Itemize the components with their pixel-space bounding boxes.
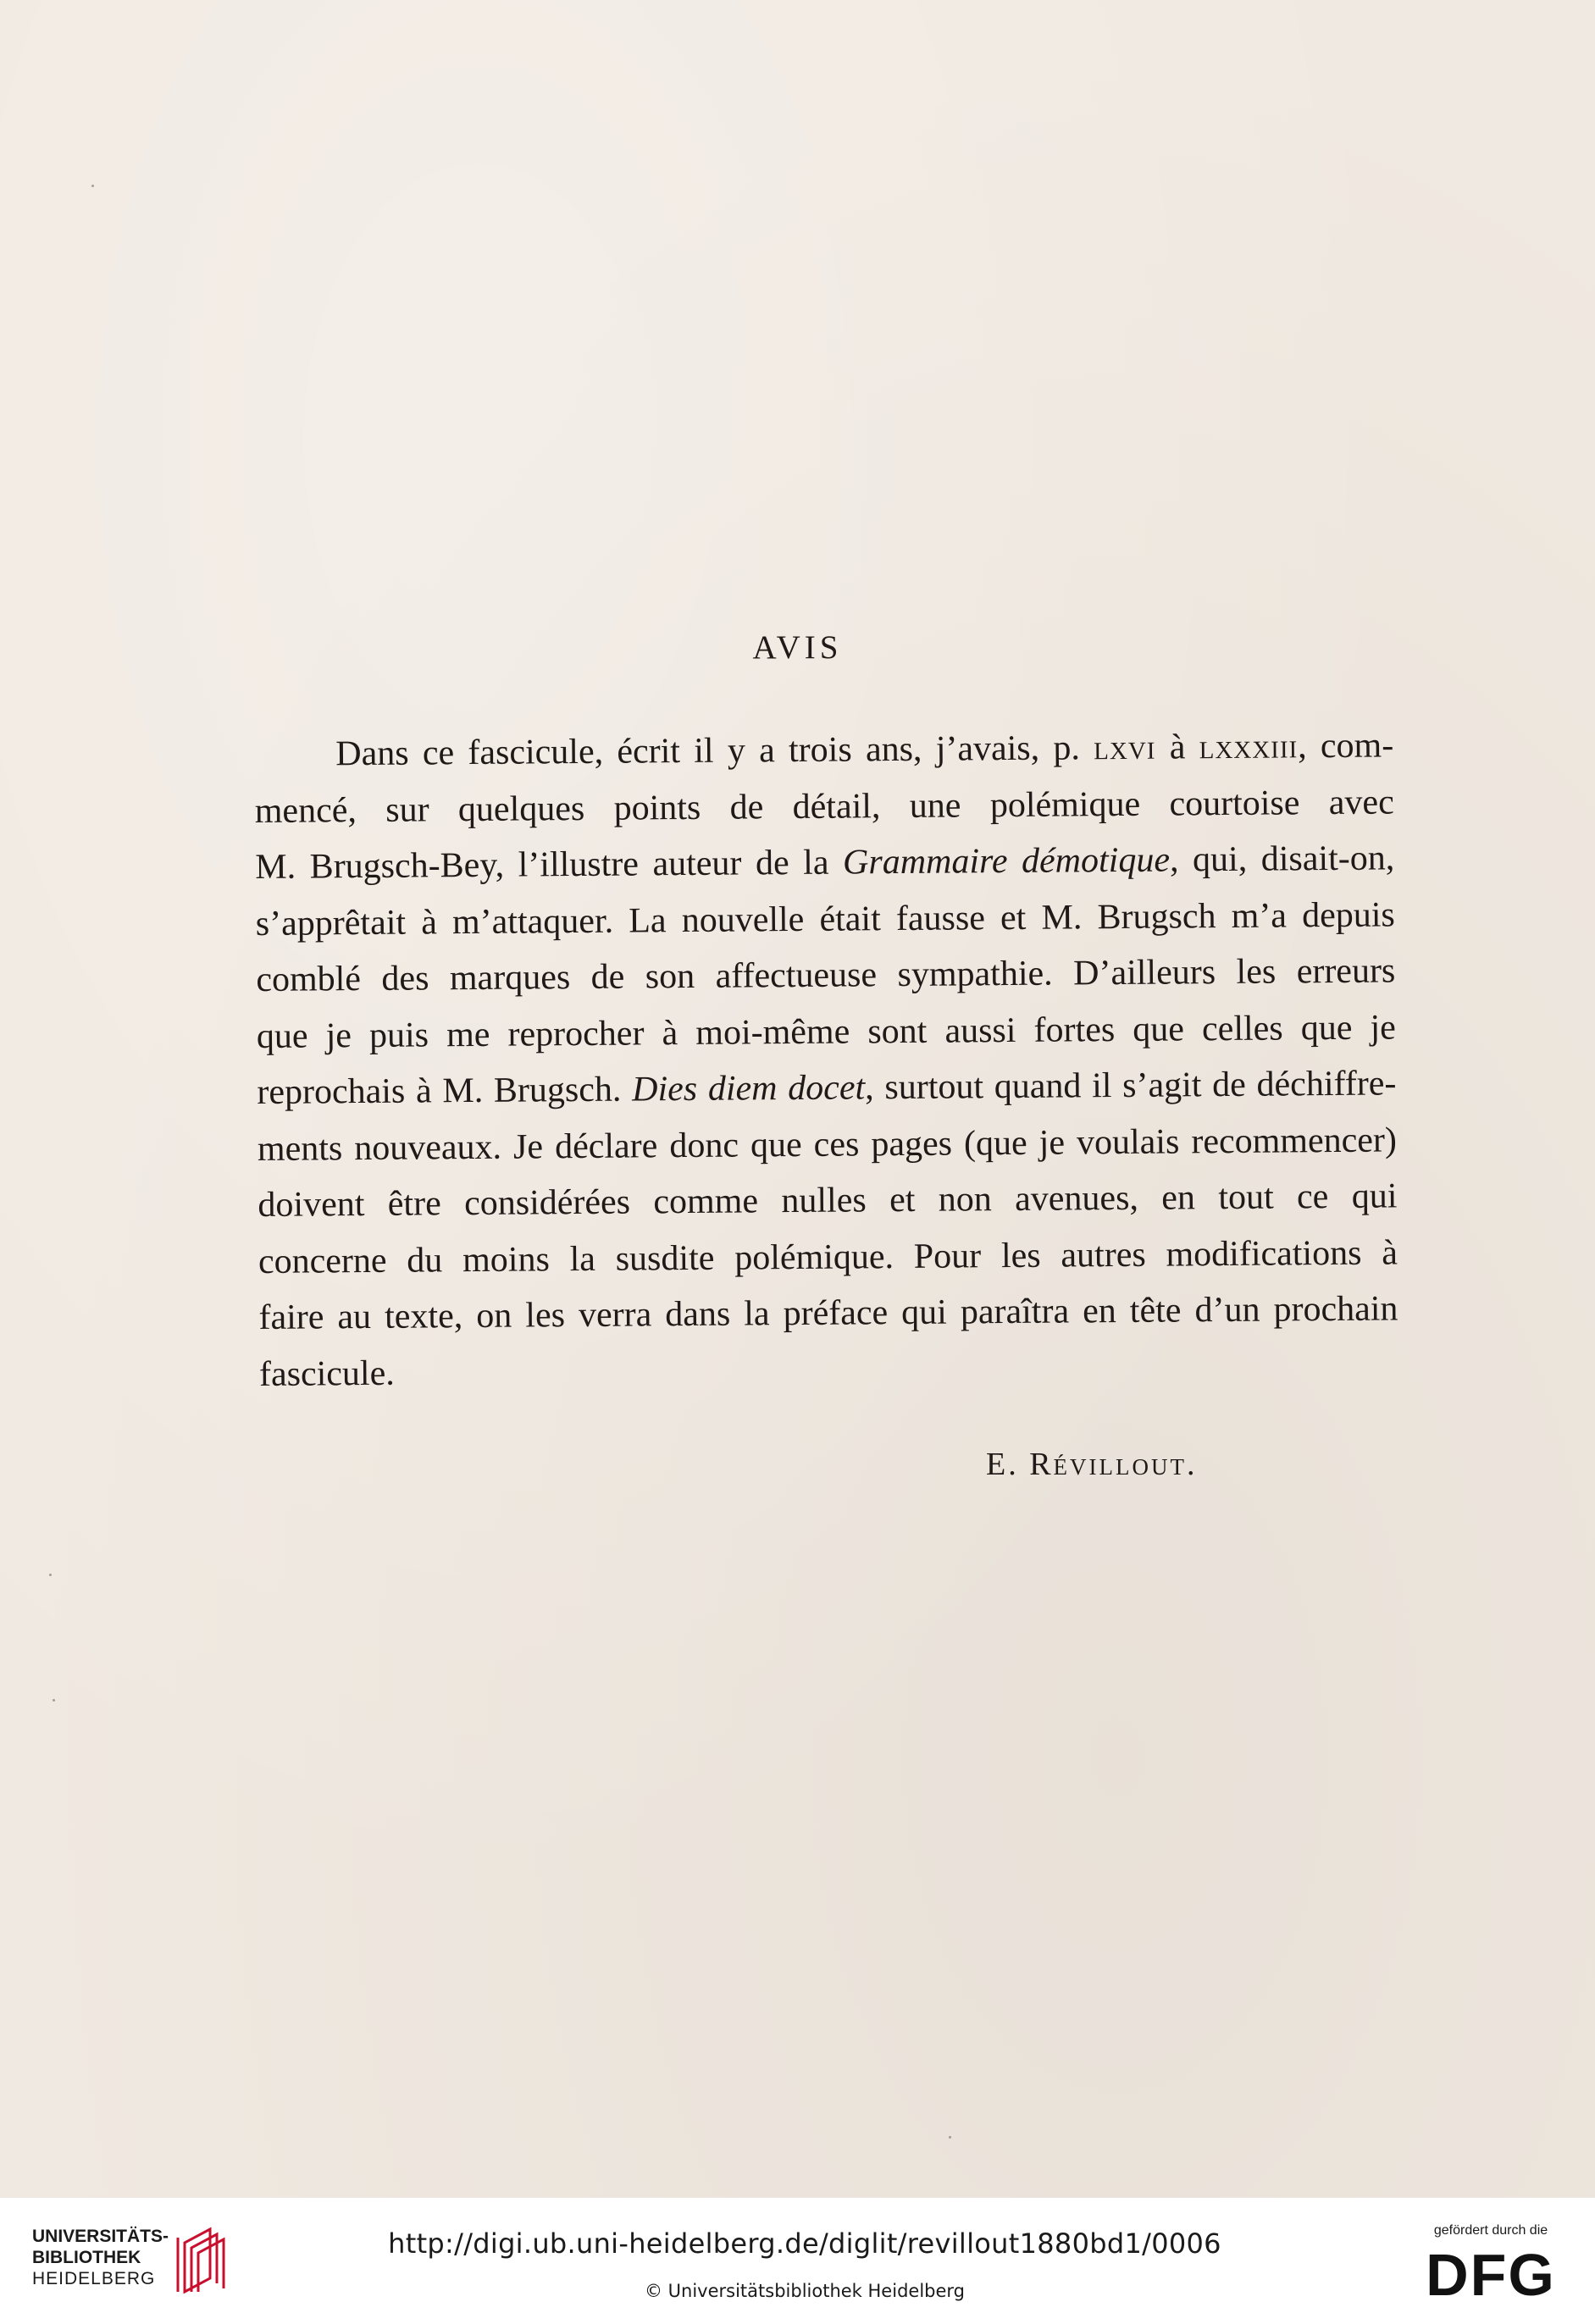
text-run: s’apprêtait à m’attaquer. La nouvelle était fausse et M. Brugsch m’a depuis <box>255 894 1395 943</box>
text-run: fascicule. <box>258 1353 395 1394</box>
avis-paragraph <box>254 717 1398 1403</box>
paper-speck <box>91 185 94 187</box>
text-run: , qui, disait-on, <box>1169 838 1395 880</box>
paragraph-line <box>259 1337 1398 1403</box>
paper-speck <box>49 1574 52 1576</box>
author-signature: E. Révillout. <box>986 1447 1198 1482</box>
text-run: concerne du moins la susdite polémique. Pour les autres modifications à <box>258 1232 1398 1281</box>
funder-logo[interactable] <box>1415 2223 1567 2308</box>
page-numeral: lxvi <box>1094 728 1156 768</box>
library-name-line2: BIBLIOTHEK <box>32 2248 141 2267</box>
paragraph-line <box>257 1055 1396 1120</box>
italic-title: Dies diem docet <box>631 1068 866 1109</box>
library-name-line1: UNIVERSITÄTS- <box>32 2227 169 2246</box>
library-emblem-icon <box>159 2226 235 2294</box>
text-run: , com- <box>1297 726 1394 766</box>
italic-title: Grammaire démotique <box>842 840 1171 883</box>
text-run: doivent être considérées comme nulles et non avenues, en tout ce qui <box>258 1176 1398 1225</box>
permalink-url[interactable]: http://digi.ub.uni-heidelberg.de/diglit/revillout1880bd1/0006 <box>388 2227 1221 2260</box>
paragraph-line <box>258 1225 1398 1290</box>
text-run: M. Brugsch-Bey, l’illustre auteur de la <box>255 843 844 887</box>
text-run: faire au texte, on les verra dans la préface qui paraîtra en tête d’un prochain <box>258 1289 1398 1337</box>
page-title: AVIS <box>752 629 843 666</box>
text-run: à <box>1155 728 1199 767</box>
paper-speck <box>949 2136 951 2139</box>
paragraph-line <box>256 943 1395 1008</box>
page-numeral: lxxxiii <box>1199 727 1299 767</box>
paragraph-line <box>258 1168 1397 1233</box>
text-run: mencé, sur quelques points de détail, une polémique courtoise avec <box>254 782 1394 831</box>
paragraph-line <box>255 830 1394 895</box>
funder-caption: gefördert durch die <box>1433 2223 1548 2238</box>
library-name-line3: HEIDELBERG <box>32 2269 156 2288</box>
paragraph-line <box>255 774 1394 839</box>
library-name <box>32 2226 169 2289</box>
paragraph-line <box>257 999 1396 1065</box>
library-logo[interactable] <box>32 2226 312 2302</box>
paragraph-line <box>256 887 1395 952</box>
text-run: comblé des marques de son affectueuse sympathie. D’ailleurs les erreurs <box>256 951 1396 999</box>
paper-speck <box>53 1699 55 1702</box>
dfg-logo-icon: DFG <box>1426 2242 1556 2308</box>
text-run: que je puis me reprocher à moi-même sont aussi fortes que celles que je <box>256 1007 1397 1056</box>
text-run: reprochais à M. Brugsch. <box>257 1070 633 1112</box>
text-run: Dans ce fascicule, écrit il y a trois ans, j’avais, p. <box>335 728 1094 774</box>
text-run: ments nouveaux. Je déclare donc que ces pages (que je voulais recommencer) <box>257 1120 1398 1169</box>
paragraph-line <box>258 1112 1397 1177</box>
copyright-notice: © Universitätsbibliothek Heidelberg <box>644 2281 965 2301</box>
paragraph-line <box>258 1281 1398 1346</box>
text-run: , surtout quand il s’agit de déchiffre- <box>864 1064 1397 1108</box>
bleed-through-text <box>212 212 1482 534</box>
paragraph-line <box>254 717 1393 783</box>
